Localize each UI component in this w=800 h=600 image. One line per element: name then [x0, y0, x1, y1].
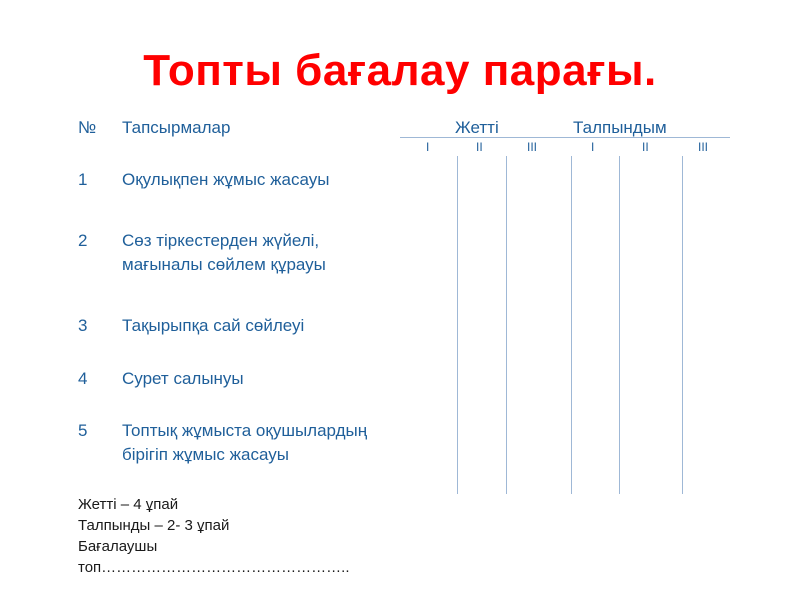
sub-header-trying-1: I [591, 140, 595, 154]
row-number: 1 [78, 170, 88, 189]
grid-line [682, 156, 683, 494]
column-header-good: Жетті [455, 118, 499, 137]
header-underline [400, 137, 730, 138]
grid-line [457, 156, 458, 494]
sub-header-good-1: I [426, 140, 430, 154]
row-task: Сурет салынуы [122, 369, 244, 388]
scoring-notes [78, 494, 350, 578]
sub-header-trying-3: III [698, 140, 709, 154]
row-task: Оқулықпен жұмыс жасауы [122, 170, 330, 189]
column-header-number: № [78, 118, 97, 137]
scoring-note-trying: Талпынды – 2- 3 ұпай [78, 517, 230, 534]
sub-header-trying-2: II [642, 140, 649, 154]
evaluator-label: Бағалаушы [78, 538, 158, 555]
row-number: 3 [78, 316, 88, 335]
sub-header-good-2: II [476, 140, 483, 154]
row-task: Топтық жұмыста оқушылардың бірігіп жұмыс жасауы [122, 421, 368, 464]
scoring-note-good: Жетті – 4 ұпай [78, 496, 179, 513]
row-number: 4 [78, 369, 88, 388]
grid-line [619, 156, 620, 494]
row-task: Тақырыпқа сай сөйлеуі [122, 316, 305, 335]
grid-line [506, 156, 507, 494]
row-number: 5 [78, 421, 88, 440]
evaluator-group-line: топ………………………………………….. [78, 559, 350, 576]
grid-line [571, 156, 572, 494]
page-title: Топты бағалау парағы. [143, 46, 657, 95]
column-header-trying: Талпындым [573, 118, 667, 137]
column-header-tasks: Тапсырмалар [122, 118, 231, 137]
sub-header-good-3: III [527, 140, 538, 154]
row-task: Сөз тіркестерден жүйелі, мағыналы сөйлем құрауы [122, 231, 326, 274]
row-number: 2 [78, 231, 88, 250]
